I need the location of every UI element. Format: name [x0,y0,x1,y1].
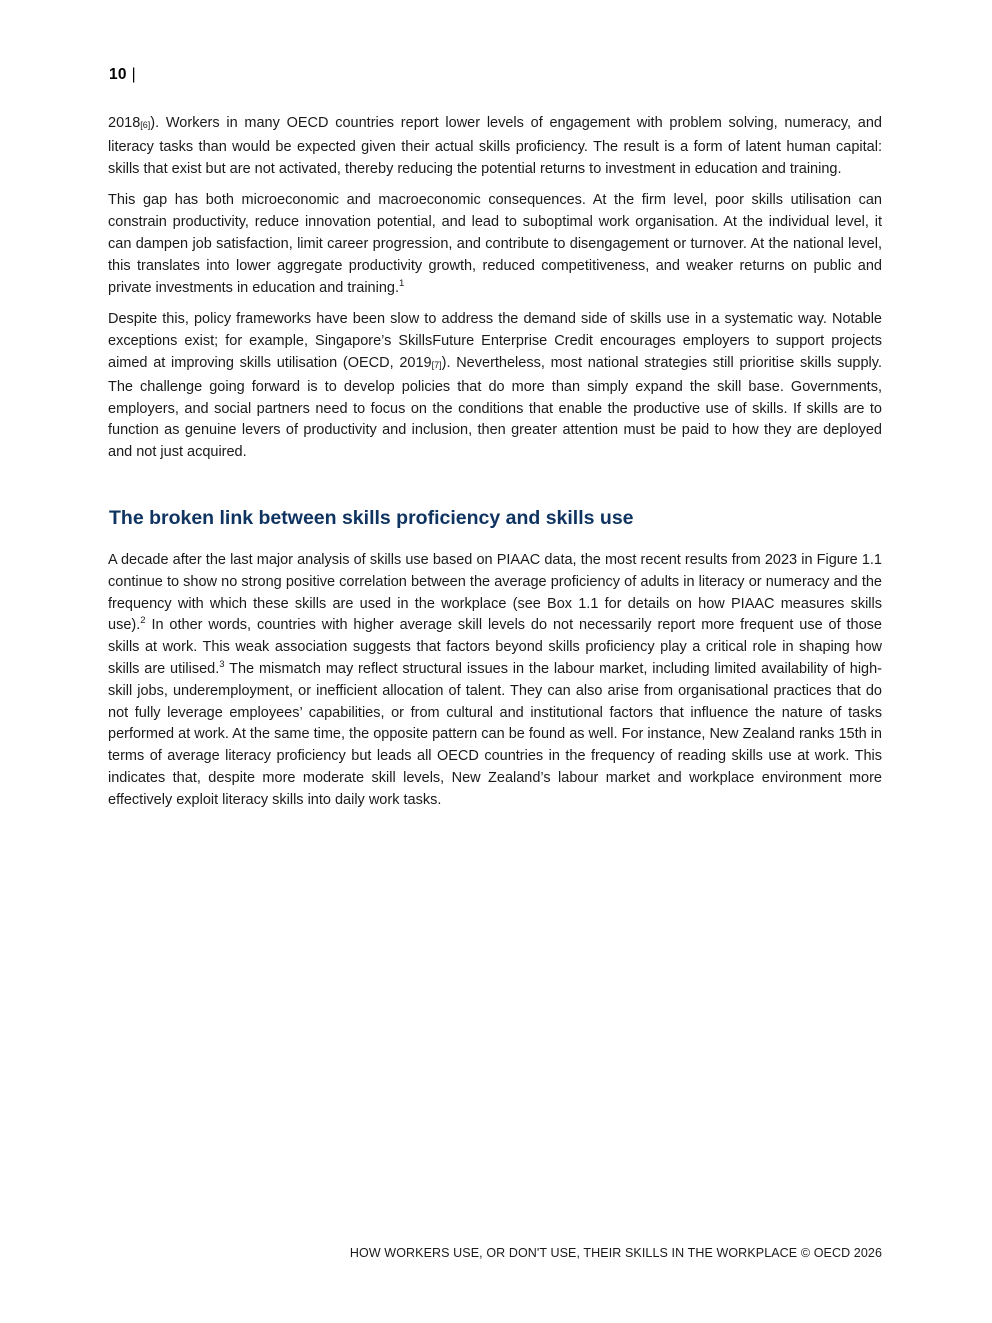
paragraph-1 [108,113,882,180]
paragraph-4-text-end: The mismatch may reflect structural issues in the labour market, including limited availability of high-skill jobs, underemployment, or inefficient allocation of talent. They can also arise from organisational practices that do not fully leverage employees’ capabilities, or from cultural and institutional factors that influence the nature of tasks performed at work. At the same time, the opposite pattern can be found as well. For instance, New Zealand ranks 15th in terms of average literacy proficiency but leads all OECD countries in the frequency of reading skills use at work. This indicates that, despite more moderate skill levels, New Zealand’s labour market and workplace environment more effectively exploit literacy skills into daily work tasks. [108,660,883,808]
main-content [108,113,882,822]
page-footer: HOW WORKERS USE, OR DON'T USE, THEIR SKILLS IN THE WORKPLACE © OECD 2026 [349,1246,882,1260]
citation-ref-6[interactable]: [6] [140,120,151,130]
page-header [109,66,136,84]
paragraph-4-text-middle: In other words, countries with higher average skill levels do not necessarily report more frequent use of those skills at work. This weak association suggests that factors beyond skills proficiency play a critical role in shaping how skills are utilised. [108,617,882,677]
header-separator: | [131,66,136,83]
paragraph-2-text: This gap has both microeconomic and macroeconomic consequences. At the firm level, poor skills utilisation can constrain productivity, reduce innovation potential, and lead to suboptimal work organisation. At the individual level, it can dampen job satisfaction, limit career progression, and contribute to disengagement or turnover. At the national level, this translates into lower aggregate productivity growth, reduced competitiveness, and weaker returns on public and private investments in education and training. [108,192,882,296]
paragraph-4-text-start: A decade after the last major analysis of skills use based on PIAAC data, the most recent results from 2023 in Figure 1.1 continue to show no strong positive correlation between the average proficiency of adults in literacy or numeracy and the frequency with which these skills are used in the workplace (see Box 1.1 for details on how PIAAC measures skills use). [108,551,882,634]
footnote-ref-1[interactable]: 1 [398,277,405,289]
paragraph-1-text-end: ). Workers in many OECD countries report lower levels of engagement with problem solving, numeracy, and literacy tasks than would be expected given their actual skills proficiency. The result is a form of latent human capital: skills that exist but are not activated, thereby reducing the potential returns to investment in education and training. [108,115,882,177]
paragraph-1-text-start: 2018 [108,115,141,131]
paragraph-3-text-end: ). Nevertheless, most national strategies still prioritise skills supply. The challenge going forward is to develop policies that do more than simply expand the skill base. Governments, employers, and social partners need to focus on the conditions that enable the productive use of skills. If skills are to function as genuine levers of productivity and inclusion, then greater attention must be paid to how they are deployed and not just acquired. [108,354,882,461]
paragraph-3 [108,309,882,464]
section-heading: The broken link between skills proficiency and skills use [109,506,634,529]
paragraph-2 [108,190,882,299]
footnote-ref-2[interactable]: 2 [140,615,146,627]
paragraph-3-text-start: Despite this, policy frameworks have been slow to address the demand side of skills use in a systematic way. Notable exceptions exist; for example, Singapore’s SkillsFuture Enterprise Credit encourages employers to support projects aimed at improving skills utilisation (OECD, 2019 [108,311,882,371]
footnote-ref-3[interactable]: 3 [219,658,225,670]
paragraph-4 [108,550,882,812]
citation-ref-7[interactable]: [7] [431,359,442,370]
page-number: 10 [109,66,127,83]
